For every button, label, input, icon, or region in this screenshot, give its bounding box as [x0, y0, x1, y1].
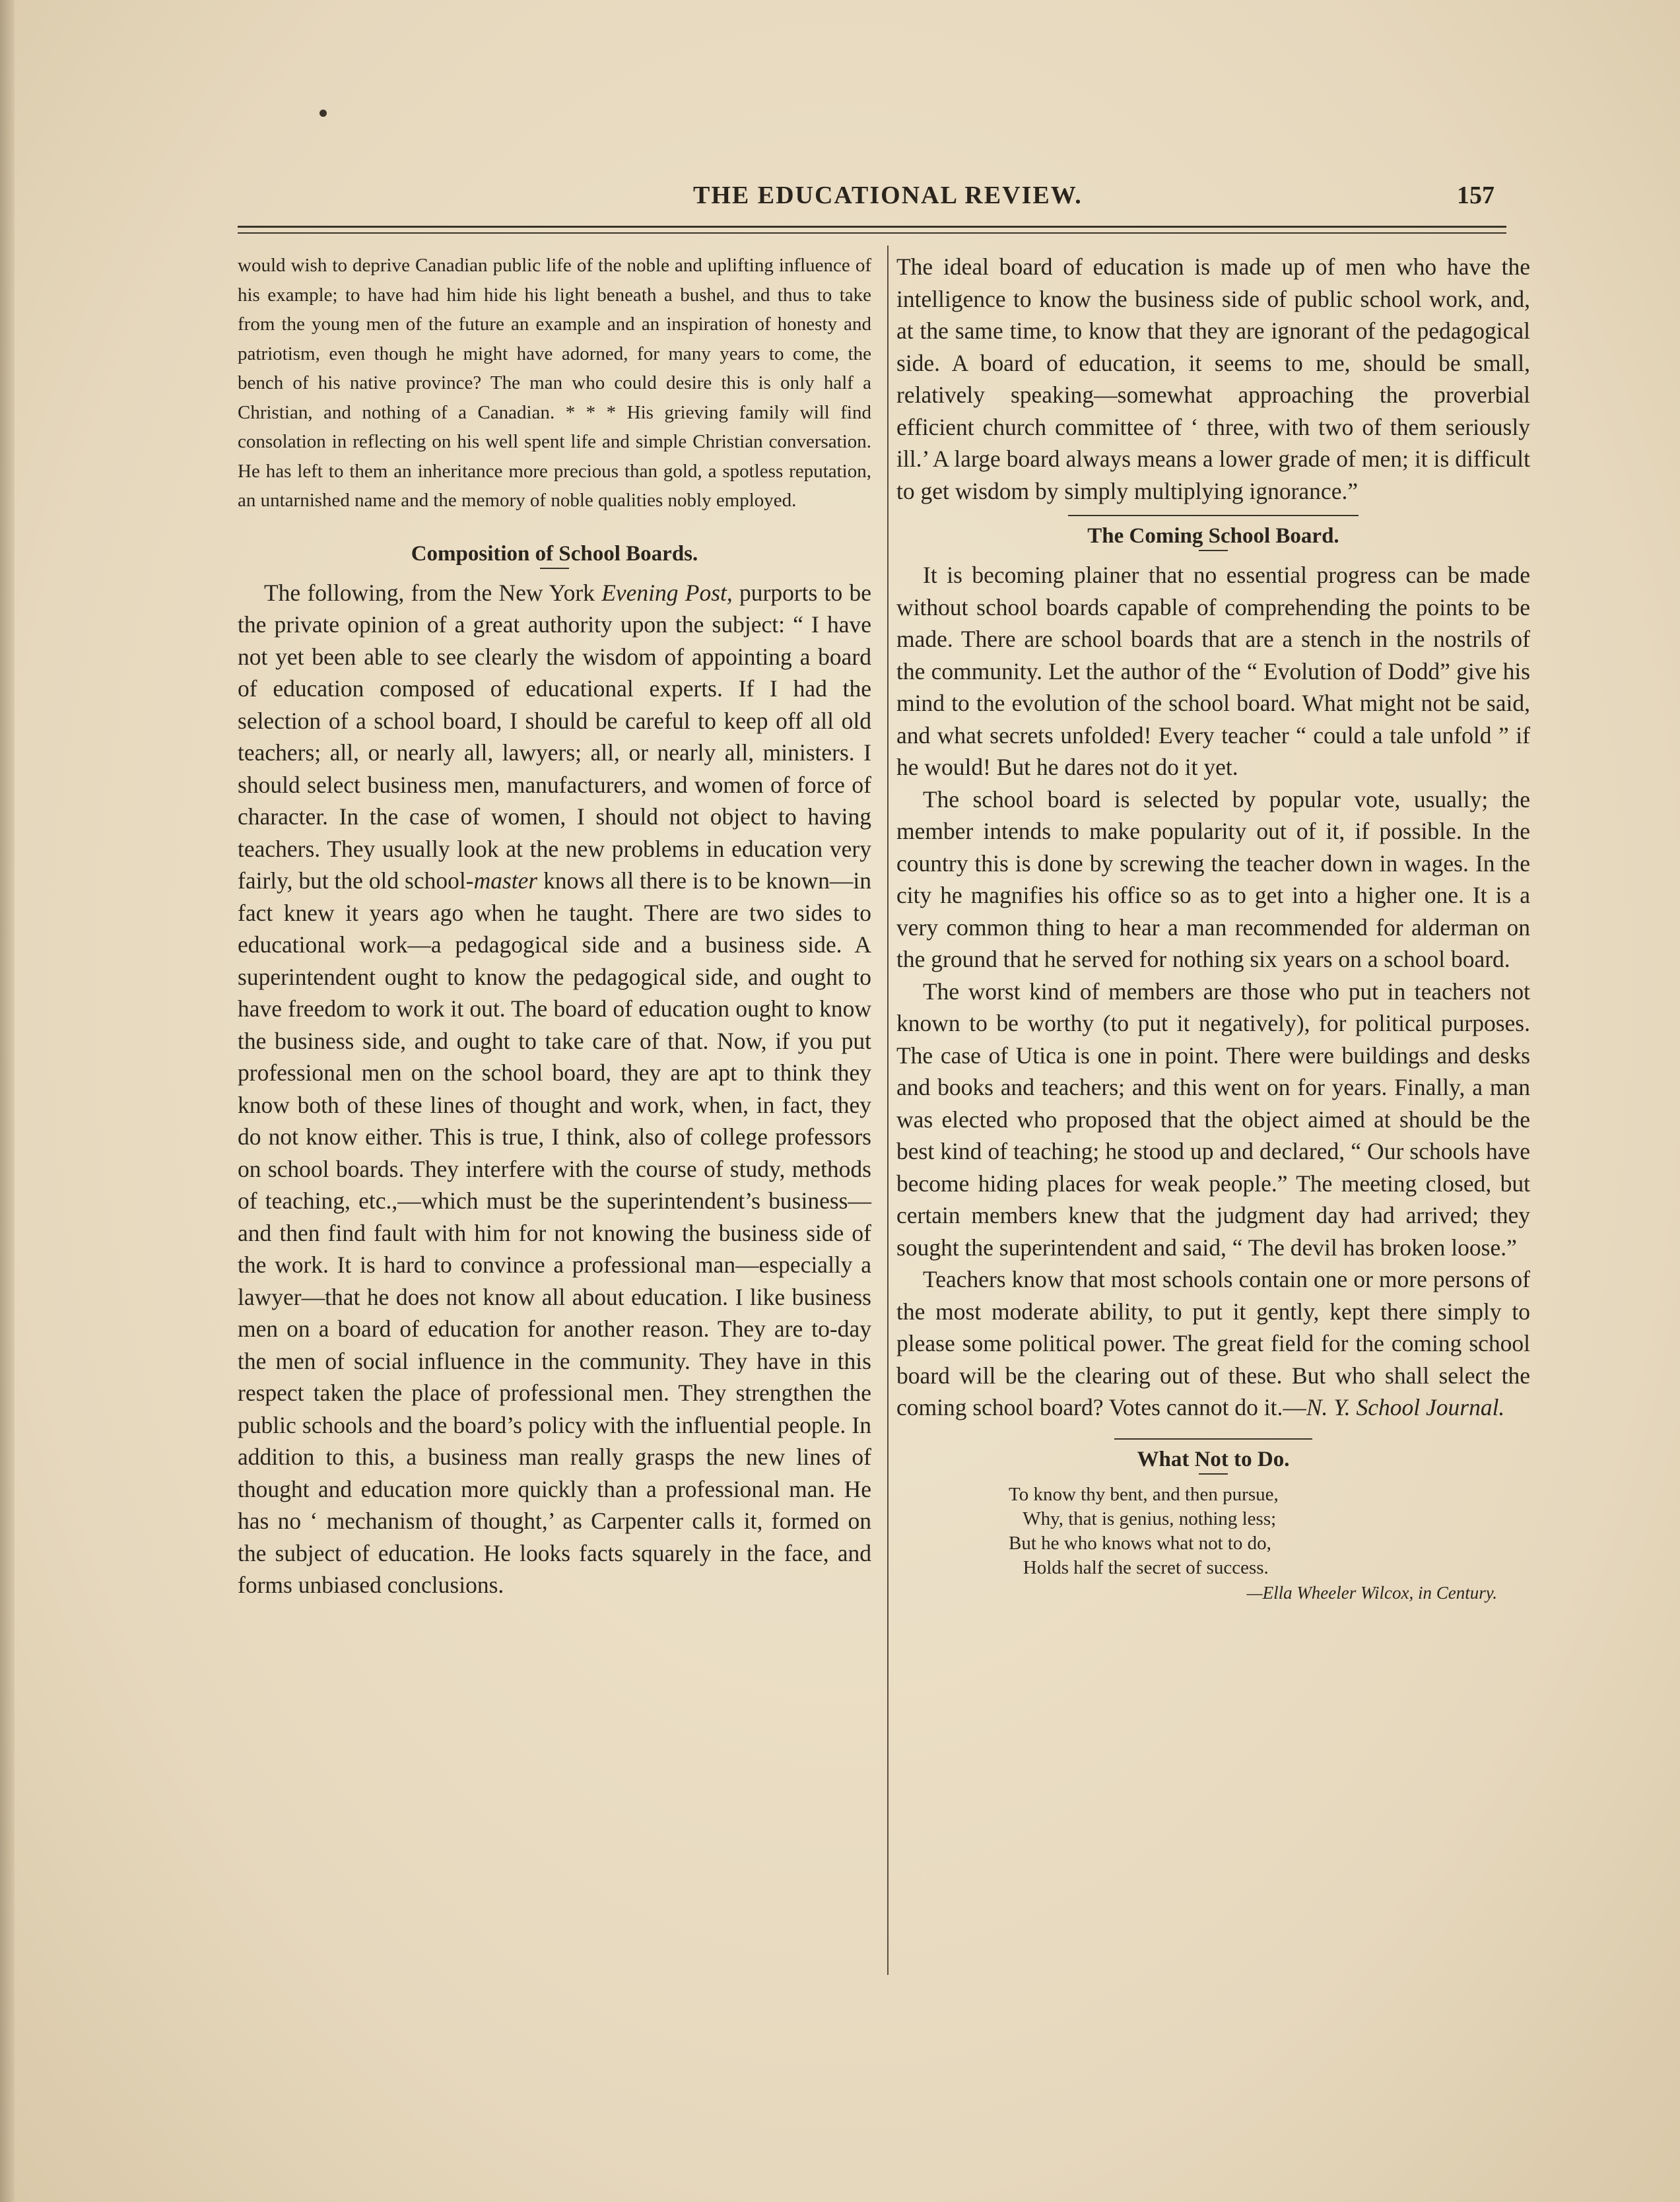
coming-board-paragraph-3: The worst kind of members are those who put in teachers not known to be worthy (to put it negatively), for political purposes. The case of Utica is one in point. There were buildings and desks and books and teachers; and this went on for years. Finally, a man was elected who proposed that the object aimed at should be the best kind of teaching; he stood up and declared, “ Our schools have become hiding places for weak people.” The meeting closed, but certain members knew that the judgment day had arrived; they sought the superintendent and said, “ The devil has broken loose.” — [896, 978, 1530, 1261]
ink-dot — [319, 110, 327, 117]
article-text-1: The following, from the New York — [264, 579, 602, 606]
page-spine-shadow — [0, 0, 15, 2202]
coming-board-paragraph-4 — [896, 1263, 1530, 1424]
coming-board-paragraph-2: The school board is selected by popular vote, usually; the member intends to make popularity out of it, if possible. In the country this is done by screwing the teacher down in wages. In the city he magnifies his office so as to get into a higher one. It is a very common thing to hear a man recommended for alderman on the ground that he served for nothing six years on a school board. — [896, 785, 1530, 972]
section-heading-coming-board: The Coming School Board. — [1087, 524, 1339, 548]
column-divider — [887, 246, 889, 1975]
running-header — [238, 177, 1506, 217]
poem-line: Holds half the secret of success. — [1009, 1556, 1269, 1578]
header-rule — [238, 226, 1506, 228]
coming-board-paragraph-1: It is becoming plainer that no essential progress can be made without school boards capable of comprehending the points to be made. There are school boards that are a stench in the nostrils of the community. Let the author of the “ Evolution of Dodd” give his mind to the evolution of the school board. What might not be said, and what secrets unfolded! Every teacher “ could a tale unfold ” if he would! But he dares not do it yet. — [896, 562, 1530, 780]
article-italic-master: master — [473, 867, 538, 894]
article-source-italic: Evening Post, — [601, 579, 733, 606]
article-text-2: purports to be the private opinion of a great authority upon the subject: “ I have not yet been able to see clearly the wisdom of appointing a board of education composed of educational experts. If I had the selection of a school board, I should be careful to keep off all old teachers; all, or nearly all, lawyers; all, or nearly all, ministers. I should select business men, manufacturers, and women of force of character. In the case of women, I should not object to having teachers. They usually look at the new problems in education very fairly, but the old school- — [238, 579, 871, 894]
continuation-paragraph: The ideal board of education is made up of men who have the intelligence to know the business side of public school work, and, at the same time, to know that they are ignorant of the pedagogical side. A board of education, it seems to me, should be small, relatively speaking—somewhat approaching the proverbial efficient church committee of ‘ three, with two of them seriously ill.’ A large board always means a lower grade of men; it is difficult to get wisdom by simply multiplying ignorance.” — [896, 253, 1530, 504]
section-separator — [1068, 515, 1359, 516]
poem-heading: What Not to Do. — [1137, 1447, 1290, 1471]
poem-attribution: —Ella Wheeler Wilcox, in Century. — [1246, 1582, 1497, 1603]
header-rule-thin — [238, 232, 1506, 234]
poem-line: To know thy bent, and then pursue, — [1009, 1483, 1279, 1505]
composition-article — [238, 577, 871, 1601]
intro-paragraph: would wish to deprive Canadian public life of the noble and uplifting influence of his example; to have had him hide his light beneath a bushel, and thus to take from the young men of the future an example and an inspiration of honesty and patriotism, even though he might have adorned, for many years to come, the bench of his native province? The man who could desire this is only half a Christian, and nothing of a Canadian. * * * His grieving family will find consolation in reflecting on his well spent life and simple Christian conversation. He has left to them an inheritance more precious than gold, a spotless reputation, an untarnished name and the memory of noble qualities nobly employed. — [238, 255, 871, 511]
heading-rule — [1199, 550, 1228, 551]
heading-rule — [1199, 1473, 1228, 1475]
article-text-3: knows all there is to be known—in fact knew it years ago when he taught. There are two sides to educational work—a pedagogical side and a business side. A superintendent ought to know the pedagogical side, and ought to have freedom to work it out. The board of education ought to know the business side, and ought to take care of that. Now, if you put professional men on the school board, they are apt to think they know both of these lines of thought and work, when, in fact, they do not know either. This is true, I think, also of college professors on school boards. They interfere with the course of study, methods of teaching, etc.,—which must be the superintendent’s business—and then find fault with him for not knowing the business side of the work. It is hard to convince a professional man—especially a lawyer—that he does not know all about education. I like business men on a board of education for another reason. They are to-day the men of social influence in the community. They have in this respect taken the place of professional men. They strengthen the public schools and the board’s policy with the influential people. In addition to this, a business man really grasps the new lines of thought and education more quickly than a professional man. He has no ‘ mechanism of thought,’ as Carpenter calls it, formed on the subject of education. He looks facts squarely in the face, and forms unbiased conclusions. — [238, 867, 872, 1598]
journal-title: THE EDUCATIONAL REVIEW. — [693, 182, 1083, 209]
section-separator — [1114, 1438, 1312, 1440]
right-column — [896, 251, 1530, 1603]
poem-line: Why, that is genius, nothing less; — [1009, 1508, 1277, 1529]
poem — [1009, 1483, 1530, 1580]
page-number: 157 — [1457, 182, 1495, 209]
journal-source-italic: N. Y. School Journal. — [1306, 1394, 1505, 1420]
section-heading-composition: Composition of School Boards. — [411, 541, 698, 566]
left-column — [238, 251, 871, 1601]
last-paragraph-text: Teachers know that most schools contain one or more persons of the most moderate ability, to put it gently, kept there simply to please some political power. The great field for the coming school board will be the clearing out of these. But who shall select the coming school board? Votes cannot do it.— — [896, 1266, 1530, 1420]
heading-rule — [540, 568, 569, 569]
poem-line: But he who knows what not to do, — [1009, 1532, 1271, 1554]
